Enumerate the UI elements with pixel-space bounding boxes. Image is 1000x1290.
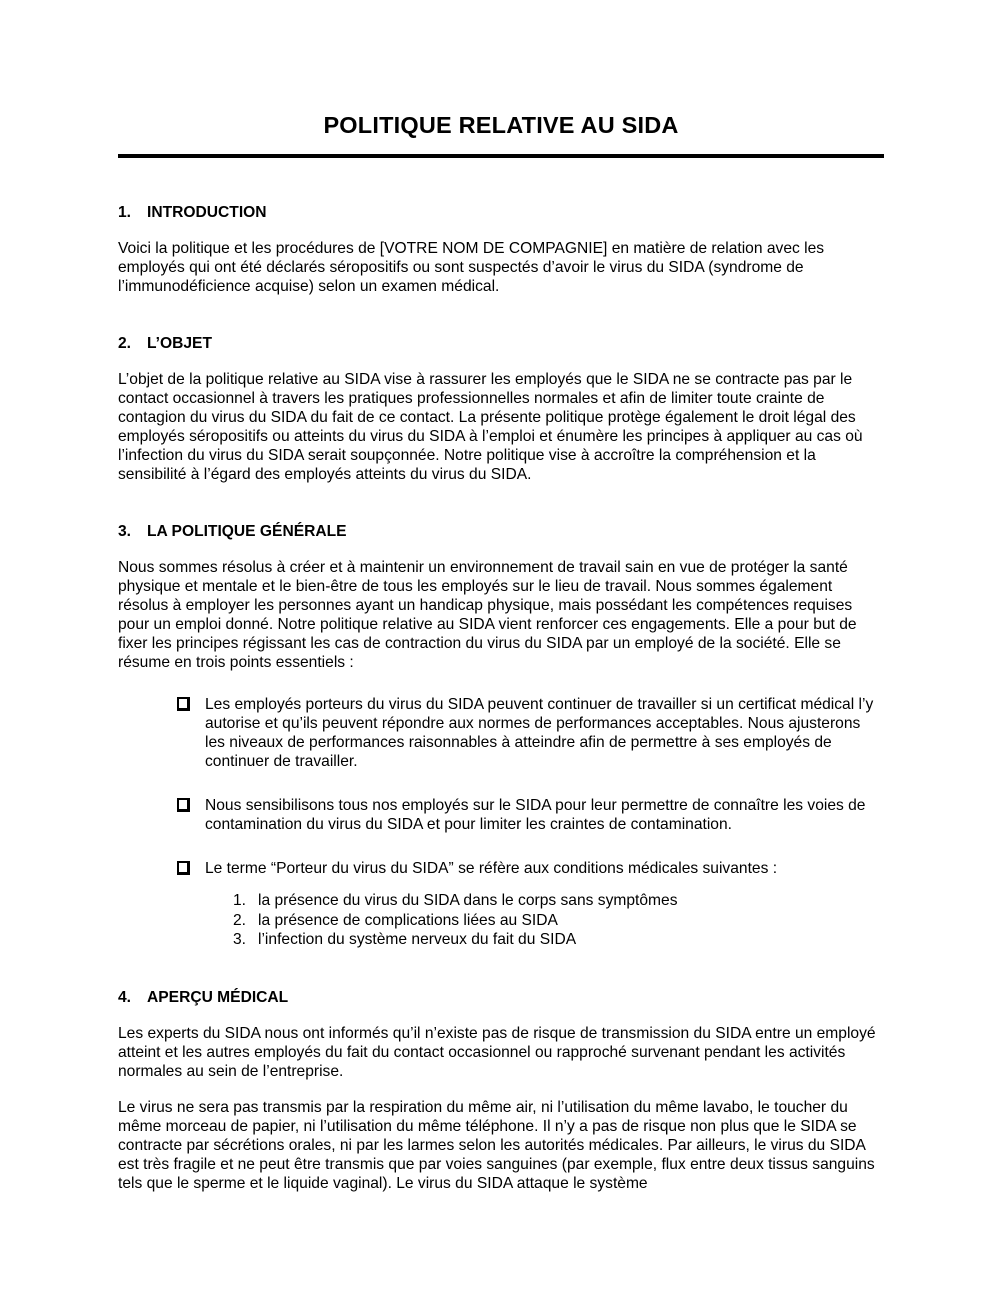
numbered-item-text: la présence de complications liées au SIDA <box>258 911 558 929</box>
paragraph: Les experts du SIDA nous ont informés qu’il n’existe pas de risque de transmission du SIDA entre un employé atteint et les autres employés du fait du contact occasionnel ou rapproché survenant pendant les activités normales au sein de l’entreprise. <box>118 1024 876 1080</box>
numbered-item-number: 2. <box>233 911 247 929</box>
section-heading <box>118 334 884 353</box>
checkbox-bullet-icon <box>177 861 190 875</box>
section-heading-text: L’OBJET <box>147 335 212 352</box>
checkbox-bullet-icon <box>177 697 190 711</box>
section-introduction <box>118 203 884 296</box>
bullet-item <box>118 796 884 834</box>
numbered-item <box>118 891 884 911</box>
paragraph: L’objet de la politique relative au SIDA vise à rassurer les employés que le SIDA ne se contracte pas par le contact occasionnel à travers les pratiques professionnelles normales et afin de limiter toute crainte de contagion du virus du SIDA du fait de ce contact. La présente politique protège également le droit légal des employés séropositifs ou atteints du virus du SIDA à l’emploi et énumère les principes à appliquer au cas où l’infection du virus du SIDA serait soupçonnée. Notre politique vise à accroître la compréhension et la sensibilité à l’égard des employés atteints du virus du SIDA. <box>118 371 863 483</box>
bullet-item <box>118 859 884 878</box>
numbered-item <box>118 911 884 931</box>
document-title: POLITIQUE RELATIVE AU SIDA <box>323 112 679 138</box>
section-heading-text: LA POLITIQUE GÉNÉRALE <box>147 523 347 540</box>
numbered-item-number: 3. <box>233 931 247 948</box>
numbered-item <box>118 930 884 950</box>
checkbox-bullet-icon <box>177 798 190 812</box>
numbered-item-number: 1. <box>233 892 247 909</box>
bullet-text: Les employés porteurs du virus du SIDA peuvent continuer de travailler si un certificat médical l’y autorise et qu’ils peuvent répondre aux normes de performances acceptables. Nous ajusterons les niveaux de performances raisonnables à atteindre afin de permettre à ses employés de continuer de travailler. <box>205 696 874 770</box>
bullet-text: Le terme “Porteur du virus du SIDA” se réfère aux conditions médicales suivantes : <box>205 860 778 877</box>
section-heading <box>118 988 884 1007</box>
section-heading <box>118 203 884 222</box>
bullet-text: Nous sensibilisons tous nos employés sur le SIDA pour leur permettre de connaître les voies de contamination du virus du SIDA et pour limiter les craintes de contamination. <box>205 797 866 833</box>
section-number: 1. <box>118 204 132 221</box>
section-politique-generale <box>118 522 884 950</box>
paragraph: Nous sommes résolus à créer et à maintenir un environnement de travail sain en vue de protéger la santé physique et mentale et le bien-être de tous les employés sur le lieu de travail. Nous sommes également résolus à employer les personnes ayant un handicap physique, mais possédant les compétences requises pour un emploi donné. Notre politique relative au SIDA vient renforcer ces engagements. Elle a pour but de fixer les principes régissant les cas de contraction du virus du SIDA par un employé de la société. Elle se résume en trois points essentiels : <box>118 559 857 671</box>
section-number: 3. <box>118 523 132 540</box>
section-heading-text: INTRODUCTION <box>147 204 267 221</box>
numbered-list <box>118 891 884 950</box>
section-objet <box>118 334 884 484</box>
paragraph: Le virus ne sera pas transmis par la respiration du même air, ni l’utilisation du même lavabo, le toucher du même morceau de papier, ni l’utilisation du même téléphone. Il n’y a pas de risque non plus que le SIDA se contracte par sécrétions orales, ni par les larmes selon les autorités médicales. Par ailleurs, le virus du SIDA est très fragile et ne peut être transmis que par voies sanguines (par exemple, flux entre deux tissus sanguins tels que le sperme et le liquide vaginal). Le virus du SIDA attaque le système <box>118 1098 875 1192</box>
bullet-item <box>118 695 884 771</box>
section-number: 4. <box>118 988 132 1006</box>
numbered-item-text: la présence du virus du SIDA dans le corps sans symptômes <box>258 892 678 909</box>
section-apercu-medical <box>118 988 884 1193</box>
section-heading-text: APERÇU MÉDICAL <box>147 988 289 1006</box>
numbered-item-text: l’infection du système nerveux du fait du SIDA <box>258 931 577 948</box>
section-number: 2. <box>118 335 132 352</box>
paragraph: Voici la politique et les procédures de [VOTRE NOM DE COMPAGNIE] en matière de relation avec les employés qui ont été déclarés séropositifs ou sont suspectés d’avoir le virus du SIDA (syndrome de l’immunodéficience acquise) selon un examen médical. <box>118 240 825 295</box>
title-rule <box>118 154 884 158</box>
section-heading <box>118 522 884 541</box>
